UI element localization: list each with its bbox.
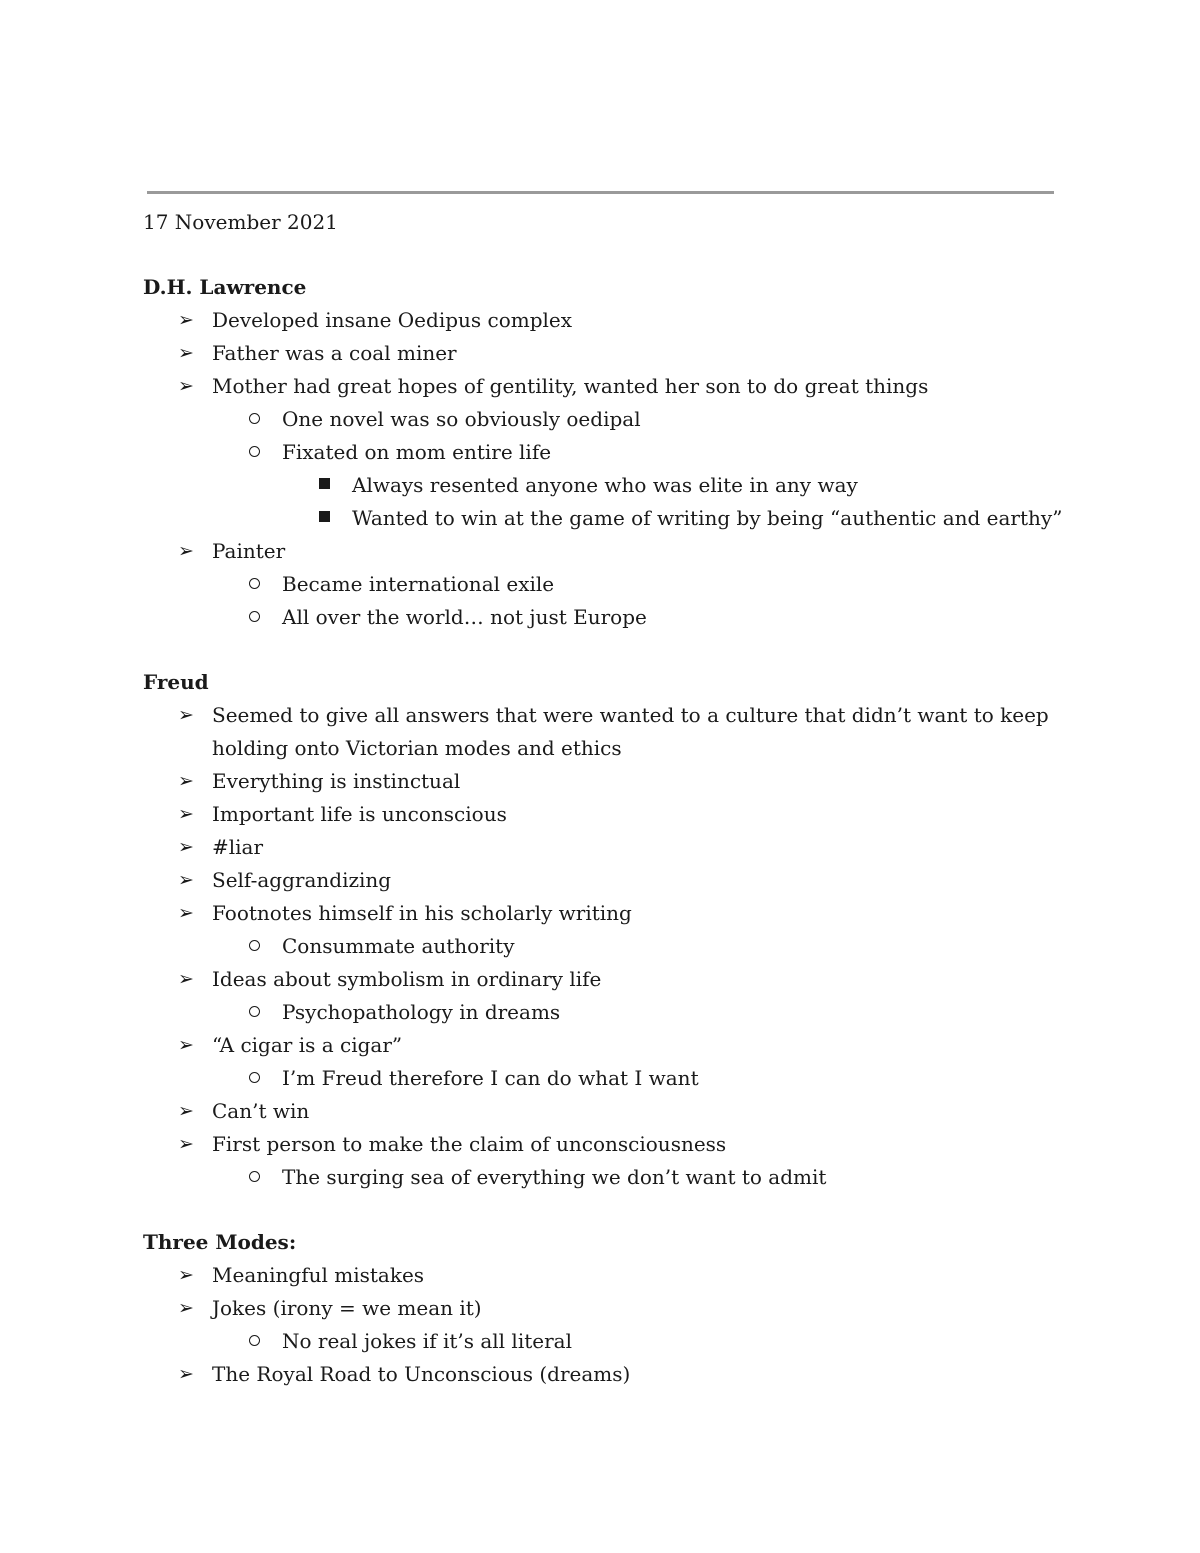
- bullet-list: [143, 304, 1063, 403]
- list-item: [143, 370, 1063, 403]
- list-item-text: Everything is instinctual: [212, 769, 461, 793]
- sub-list-item: [143, 996, 1063, 1029]
- sub-list-item-text: The surging sea of everything we don’t want to admit: [282, 1165, 827, 1189]
- list-item-text: Can’t win: [212, 1099, 310, 1123]
- list-item-text: Mother had great hopes of gentility, wanted her son to do great things: [212, 374, 929, 398]
- arrowhead-bullet-icon: ➢: [178, 1264, 194, 1286]
- hollow-circle-bullet-icon: [249, 1161, 279, 1194]
- sub-list-item: [143, 601, 1063, 634]
- sub-bullet-list: [143, 996, 1063, 1029]
- bullet-list: [143, 1095, 1063, 1161]
- list-item-text: Jokes (irony = we mean it): [212, 1296, 482, 1320]
- list-item-text: #liar: [212, 835, 264, 859]
- bullet-list: [143, 1029, 1063, 1062]
- sub-sub-list-item: [143, 469, 1063, 502]
- sub-list-item: [143, 568, 1063, 601]
- arrowhead-bullet-icon: ➢: [178, 1297, 194, 1319]
- arrowhead-bullet-icon: ➢: [178, 540, 194, 562]
- sub-list-item: [143, 1325, 1063, 1358]
- list-item: [143, 1358, 1063, 1391]
- list-item: [143, 1259, 1063, 1292]
- arrowhead-bullet-icon: ➢: [178, 1363, 194, 1385]
- sub-bullet-list: [143, 1062, 1063, 1095]
- hollow-circle-bullet-icon: [249, 601, 279, 634]
- arrowhead-bullet-icon: ➢: [178, 968, 194, 990]
- bullet-list: [143, 963, 1063, 996]
- section-heading-dh-lawrence: D.H. Lawrence: [143, 275, 307, 299]
- list-item: [143, 831, 1063, 864]
- sub-bullet-list: [143, 1325, 1063, 1358]
- arrowhead-bullet-icon: ➢: [178, 869, 194, 891]
- sub-list-item: [143, 1161, 1063, 1194]
- bullet-list: [143, 1259, 1063, 1325]
- hollow-circle-bullet-icon: [249, 996, 279, 1029]
- list-item: [143, 535, 1063, 568]
- horizontal-rule: [147, 191, 1054, 194]
- list-item: [143, 1095, 1063, 1128]
- list-item-text: Seemed to give all answers that were wanted to a culture that didn’t want to keep holding onto Victorian modes and ethics: [212, 703, 1049, 760]
- section-heading-three-modes: Three Modes:: [143, 1230, 297, 1254]
- hollow-circle-bullet-icon: [249, 568, 279, 601]
- list-item: [143, 1128, 1063, 1161]
- sub-bullet-list: [143, 403, 1063, 469]
- sub-list-item-text: Psychopathology in dreams: [282, 1000, 561, 1024]
- hollow-circle-bullet-icon: [249, 1062, 279, 1095]
- list-item-text: Painter: [212, 539, 286, 563]
- arrowhead-bullet-icon: ➢: [178, 902, 194, 924]
- list-item: [143, 864, 1063, 897]
- arrowhead-bullet-icon: ➢: [178, 1034, 194, 1056]
- bullet-list: [143, 699, 1063, 930]
- sub-sub-list-item: [143, 502, 1063, 535]
- list-item-text: Self-aggrandizing: [212, 868, 392, 892]
- list-item-text: Ideas about symbolism in ordinary life: [212, 967, 602, 991]
- sub-list-item-text: All over the world… not just Europe: [282, 605, 647, 629]
- sub-list-item-text: I’m Freud therefore I can do what I want: [282, 1066, 699, 1090]
- bullet-list: [143, 535, 1063, 568]
- hollow-circle-bullet-icon: [249, 930, 279, 963]
- sub-list-item-text: Became international exile: [282, 572, 555, 596]
- note-date: 17 November 2021: [143, 210, 338, 234]
- sub-list-item-text: Consummate authority: [282, 934, 515, 958]
- list-item: [143, 765, 1063, 798]
- list-item-text: The Royal Road to Unconscious (dreams): [212, 1362, 631, 1386]
- sub-sub-list-item-text: Always resented anyone who was elite in any way: [352, 473, 858, 497]
- list-item: [143, 699, 1063, 765]
- arrowhead-bullet-icon: ➢: [178, 704, 194, 726]
- list-item-text: Developed insane Oedipus complex: [212, 308, 573, 332]
- sub-list-item: [143, 436, 1063, 469]
- sub-list-item-text: Fixated on mom entire life: [282, 440, 552, 464]
- hollow-circle-bullet-icon: [249, 1325, 279, 1358]
- arrowhead-bullet-icon: ➢: [178, 803, 194, 825]
- arrowhead-bullet-icon: ➢: [178, 342, 194, 364]
- sub-bullet-list: [143, 568, 1063, 634]
- arrowhead-bullet-icon: ➢: [178, 836, 194, 858]
- square-bullet-icon: [319, 469, 349, 502]
- arrowhead-bullet-icon: ➢: [178, 1100, 194, 1122]
- sub-sub-list-item-text: Wanted to win at the game of writing by being “authentic and earthy”: [352, 506, 1063, 530]
- hollow-circle-bullet-icon: [249, 436, 279, 469]
- sub-bullet-list: [143, 1161, 1063, 1194]
- arrowhead-bullet-icon: ➢: [178, 375, 194, 397]
- list-item: [143, 337, 1063, 370]
- list-item-text: First person to make the claim of unconsciousness: [212, 1132, 727, 1156]
- sub-list-item-text: No real jokes if it’s all literal: [282, 1329, 572, 1353]
- arrowhead-bullet-icon: ➢: [178, 309, 194, 331]
- bullet-list: [143, 1358, 1063, 1391]
- list-item-text: Father was a coal miner: [212, 341, 457, 365]
- list-item-text: “A cigar is a cigar”: [212, 1033, 403, 1057]
- list-item: [143, 963, 1063, 996]
- list-item-text: Important life is unconscious: [212, 802, 507, 826]
- sub-list-item: [143, 403, 1063, 436]
- arrowhead-bullet-icon: ➢: [178, 770, 194, 792]
- arrowhead-bullet-icon: ➢: [178, 1133, 194, 1155]
- square-bullet-icon: [319, 502, 349, 535]
- list-item: [143, 1029, 1063, 1062]
- sub-bullet-list: [143, 930, 1063, 963]
- list-item-text: Footnotes himself in his scholarly writing: [212, 901, 632, 925]
- hollow-circle-bullet-icon: [249, 403, 279, 436]
- notes-body: [143, 206, 1063, 1391]
- list-item: [143, 897, 1063, 930]
- list-item: [143, 304, 1063, 337]
- sub-sub-bullet-list: [143, 469, 1063, 535]
- list-item: [143, 1292, 1063, 1325]
- section-heading-freud: Freud: [143, 670, 209, 694]
- sub-list-item: [143, 1062, 1063, 1095]
- sub-list-item-text: One novel was so obviously oedipal: [282, 407, 641, 431]
- list-item-text: Meaningful mistakes: [212, 1263, 425, 1287]
- sub-list-item: [143, 930, 1063, 963]
- list-item: [143, 798, 1063, 831]
